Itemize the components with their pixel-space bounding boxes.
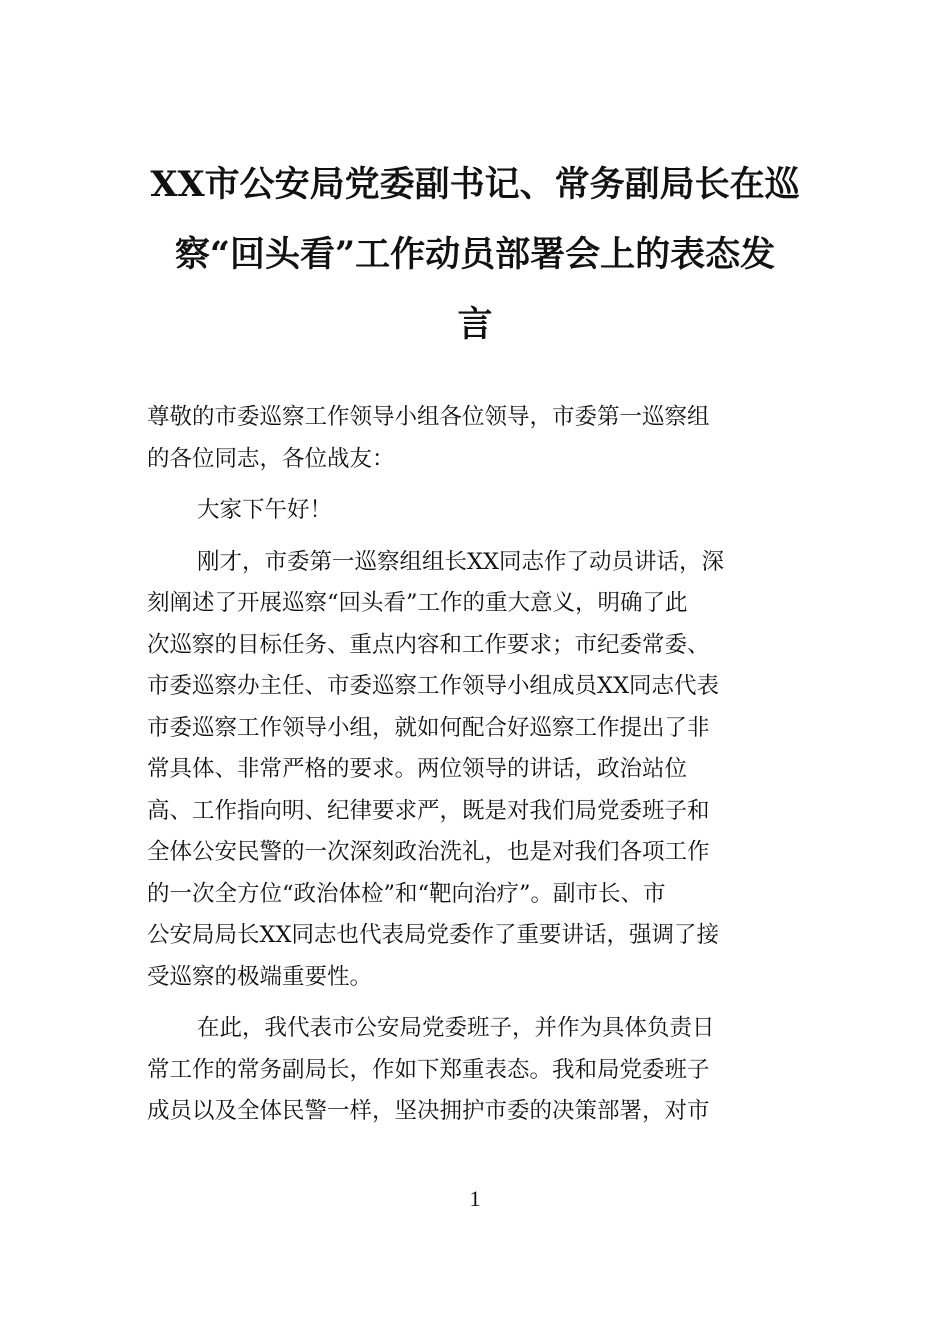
page-number: 1 <box>469 1186 481 1211</box>
text-line: 常具体、非常严格的要求。两位领导的讲话，政治站位 <box>147 756 688 782</box>
text-line: 全体公安民警的一次深刻政治洗礼，也是对我们各项工作 <box>147 839 710 865</box>
text-line: 次巡察的目标任务、重点内容和工作要求；市纪委常委、 <box>147 631 710 658</box>
paragraph-2 <box>147 1008 807 1133</box>
document-body <box>147 397 807 1133</box>
title-line: XX市公安局党委副书记、常务副局长在巡 <box>150 164 800 205</box>
text-line: 尊敬的市委巡察工作领导小组各位领导，市委第一巡察组 <box>147 404 710 430</box>
title-line: 言 <box>457 304 493 345</box>
text-line: 高、工作指向明、纪律要求严，既是对我们局党委班子和 <box>147 797 710 824</box>
greeting: 大家下午好！ <box>197 497 333 523</box>
text-line: 公安局局长XX同志也代表局党委作了重要讲话，强调了接 <box>147 922 720 948</box>
text-line: 的各位同志，各位战友： <box>147 445 395 472</box>
paragraph-1 <box>147 542 807 999</box>
text-line: 成员以及全体民警一样，坚决拥护市委的决策部署，对市 <box>147 1098 710 1124</box>
text-line: 刚才，市委第一巡察组组长XX同志作了动员讲话，深 <box>197 548 725 575</box>
text-line: 受巡察的极端重要性。 <box>147 963 373 990</box>
text-line: 的一次全方位“政治体检”和“靶向治疗”。副市长、市 <box>147 880 666 907</box>
salutation <box>147 397 807 480</box>
text-line: 刻阐述了开展巡察“回头看”工作的重大意义，明确了此 <box>147 590 688 616</box>
text-line: 常工作的常务副局长，作如下郑重表态。我和局党委班子 <box>147 1056 710 1083</box>
title-line: 察“回头看”工作动员部署会上的表态发 <box>174 234 776 275</box>
text-line: 市委巡察办主任、市委巡察工作领导小组成员XX同志代表 <box>147 673 720 699</box>
text-line: 在此，我代表市公安局党委班子，并作为具体负责日 <box>197 1015 715 1041</box>
text-line: 市委巡察工作领导小组，就如何配合好巡察工作提出了非 <box>147 714 710 741</box>
page-title <box>120 150 830 360</box>
